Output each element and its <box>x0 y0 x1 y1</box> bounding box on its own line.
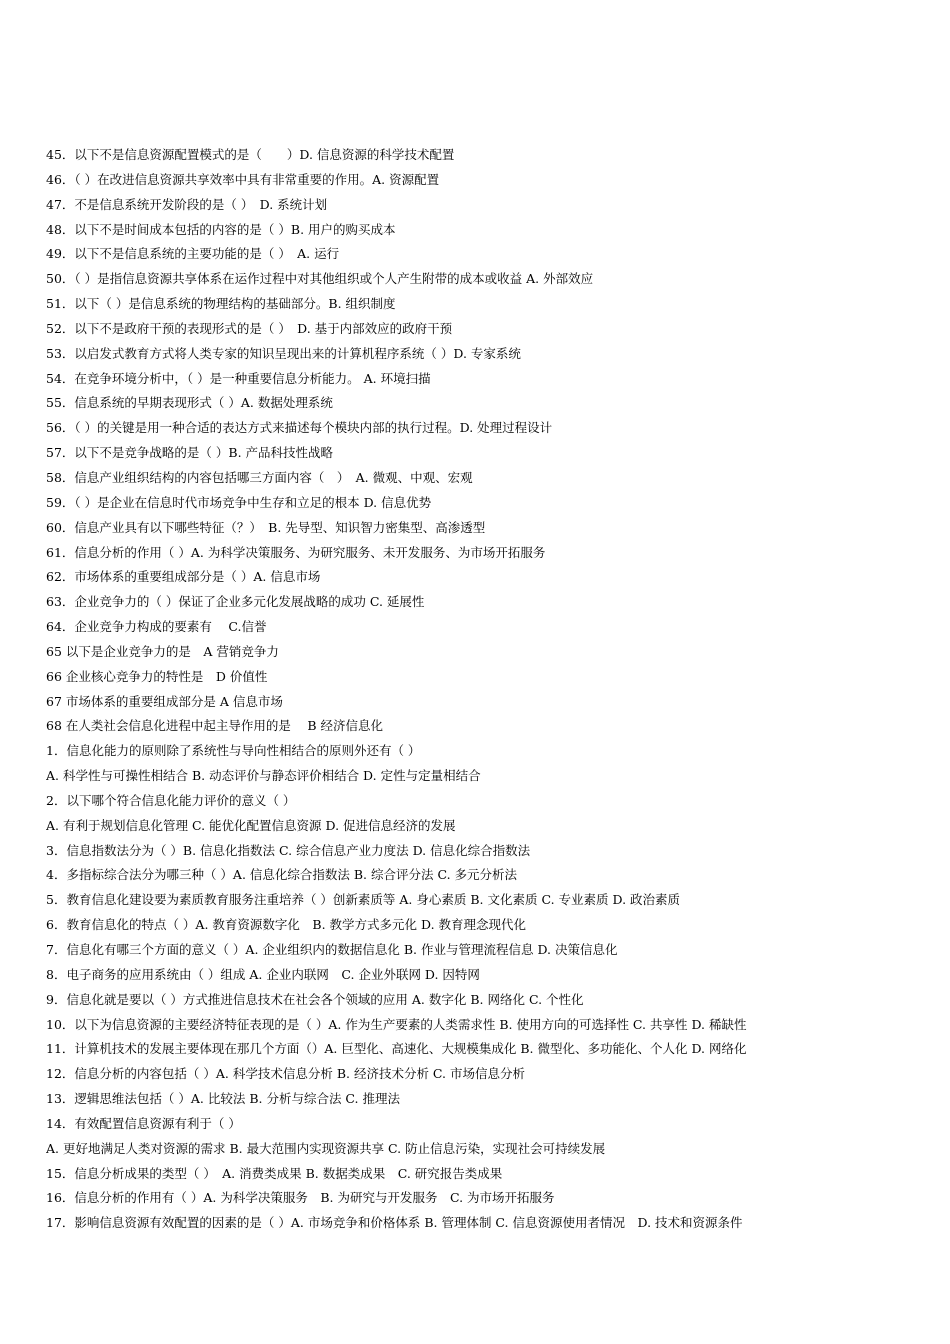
text-line: 12．信息分析的内容包括（ ）A. 科学技术信息分析 B. 经济技术分析 C. 市场信息分析 <box>46 1066 525 1082</box>
text-line: 49．以下不是信息系统的主要功能的是（ ） A. 运行 <box>46 246 340 262</box>
text-line: 58．信息产业组织结构的内容包括哪三方面内容（ ） A. 微观、中观、宏观 <box>46 469 473 485</box>
text-line: 55．信息系统的早期表现形式（ ）A. 数据处理系统 <box>46 395 333 411</box>
text-line: 46．（ ）在改进信息资源共享效率中具有非常重要的作用。A. 资源配置 <box>46 171 440 187</box>
text-line: 5．教育信息化建设要为素质教育服务注重培养（ ）创新素质等 A. 身心素质 B. 文化素质 C. 专业素质 D. 政治素质 <box>46 892 681 908</box>
text-line: 53．以启发式教育方式将人类专家的知识呈现出来的计算机程序系统（ ）D. 专家系统 <box>46 345 521 361</box>
text-line: 3．信息指数法分为（ ）B. 信息化指数法 C. 综合信息产业力度法 D. 信息化综合指数法 <box>46 842 531 858</box>
text-line: A. 科学性与可操性相结合 B. 动态评价与静态评价相结合 D. 定性与定量相结合 <box>46 768 481 784</box>
text-line: 4．多指标综合法分为哪三种（ ）A. 信息化综合指数法 B. 综合评分法 C. 多元分析法 <box>46 867 518 883</box>
text-line: 50．（ ）是指信息资源共享体系在运作过程中对其他组织或个人产生附带的成本或收益 A. 外部效应 <box>46 271 594 287</box>
text-line: 2．以下哪个符合信息化能力评价的意义（ ） <box>46 792 296 808</box>
text-line: A. 有利于规划信息化管理 C. 能优化配置信息资源 D. 促进信息经济的发展 <box>46 817 456 833</box>
document-body <box>46 143 916 1236</box>
text-line: 10．以下为信息资源的主要经济特征表现的是（ ）A. 作为生产要素的人类需求性 B. 使用方向的可选择性 C. 共享性 D. 稀缺性 <box>46 1016 747 1032</box>
text-line: 56．（ ）的关键是用一种合适的表达方式来描述每个模块内部的执行过程。D. 处理过程设计 <box>46 420 553 436</box>
text-line: 17．影响信息资源有效配置的因素的是（ ）A. 市场竞争和价格体系 B. 管理体制 C. 信息资源使用者情况 D. 技术和资源条件 <box>46 1215 743 1231</box>
text-line: 54．在竞争环境分析中，（ ）是一种重要信息分析能力。 A. 环境扫描 <box>46 370 431 386</box>
text-line: 1．信息化能力的原则除了系统性与导向性相结合的原则外还有（ ） <box>46 743 421 759</box>
text-line: 47．不是信息系统开发阶段的是（ ） D. 系统计划 <box>46 196 328 212</box>
text-line: 67 市场体系的重要组成部分是 A 信息市场 <box>46 693 283 709</box>
text-line: 62．市场体系的重要组成部分是（ ）A. 信息市场 <box>46 569 321 585</box>
text-line: 66 企业核心竞争力的特性是 D 价值性 <box>46 668 268 684</box>
text-line: 68 在人类社会信息化进程中起主导作用的是 B 经济信息化 <box>46 718 384 734</box>
text-line: 64．企业竞争力构成的要素有 C.信誉 <box>46 619 267 635</box>
text-line: 63．企业竞争力的（ ）保证了企业多元化发展战略的成功 C. 延展性 <box>46 594 425 610</box>
text-line: 48．以下不是时间成本包括的内容的是（ ）B. 用户的购买成本 <box>46 221 396 237</box>
text-line: 9．信息化就是要以（ ）方式推进信息技术在社会各个领域的应用 A. 数字化 B. 网络化 C. 个性化 <box>46 991 584 1007</box>
text-line: 45．以下不是信息资源配置模式的是（ ）D. 信息资源的科学技术配置 <box>46 147 455 162</box>
text-line: A. 更好地满足人类对资源的需求 B. 最大范围内实现资源共享 C. 防止信息污染，实现社会可持续发展 <box>46 1140 606 1156</box>
text-line: 8．电子商务的应用系统由（ ）组成 A. 企业内联网 C. 企业外联网 D. 因特网 <box>46 966 480 982</box>
text-line: 60．信息产业具有以下哪些特征（？） B. 先导型、知识智力密集型、高渗透型 <box>46 519 486 535</box>
text-line: 6．教育信息化的特点（ ）A. 教育资源数字化 B. 教学方式多元化 D. 教育理念现代化 <box>46 917 527 933</box>
text-line: 14．有效配置信息资源有利于（ ） <box>46 1115 241 1131</box>
text-line: 51．以下（ ）是信息系统的物理结构的基础部分。B. 组织制度 <box>46 296 396 312</box>
text-line: 52．以下不是政府干预的表现形式的是（ ） D. 基于内部效应的政府干预 <box>46 320 453 336</box>
text-line: 57．以下不是竞争战略的是（ ）B. 产品科技性战略 <box>46 445 334 461</box>
text-line: 16．信息分析的作用有（ ）A. 为科学决策服务 B. 为研究与开发服务 C. 为市场开拓服务 <box>46 1190 555 1206</box>
text-line: 7．信息化有哪三个方面的意义（ ）A. 企业组织内的数据信息化 B. 作业与管理流程信息 D. 决策信息化 <box>46 942 618 957</box>
text-line: 15．信息分析成果的类型（ ） A. 消费类成果 B. 数据类成果 C. 研究报告类成果 <box>46 1165 503 1181</box>
text-line: 65 以下是企业竞争力的是 A 营销竞争力 <box>46 643 279 659</box>
text-line: 13．逻辑思维法包括（ ）A. 比较法 B. 分析与综合法 C. 推理法 <box>46 1091 400 1107</box>
text-line: 61．信息分析的作用（ ）A. 为科学决策服务、为研究服务、未开发服务、为市场开拓服务 <box>46 544 546 560</box>
text-line: 59．（ ）是企业在信息时代市场竞争中生存和立足的根本 D. 信息优势 <box>46 494 432 510</box>
text-line: 11．计算机技术的发展主要体现在那几个方面（）A. 巨型化、高速化、大规模集成化 B. 微型化、多功能化、个人化 D. 网络化 <box>46 1041 747 1057</box>
